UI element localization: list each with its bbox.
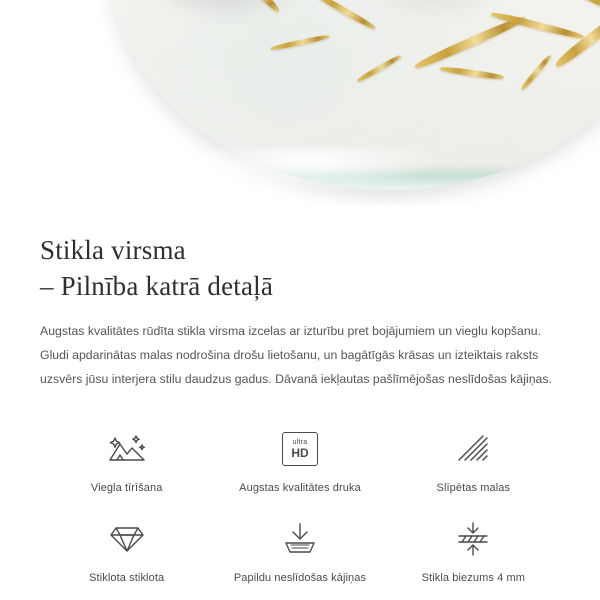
feature-item	[40, 516, 213, 584]
anti-slip-feet-icon	[277, 516, 323, 562]
ultra-hd-badge-top: ultra	[292, 439, 308, 447]
feature-label: Viegla tīrīšana	[90, 482, 163, 495]
gold-vein	[520, 54, 552, 91]
feature-label: Stiklota stiklota	[89, 572, 165, 585]
thickness-arrows-icon	[450, 516, 496, 562]
hero-product-image	[0, 0, 600, 205]
page-title-line-2: – Pilnība katrā detaļā	[40, 270, 274, 301]
feature-label: Augstas kvalitātes druka	[239, 482, 361, 495]
feature-item	[40, 426, 213, 494]
description-paragraph: Augstas kvalitātes rūdīta stikla virsma izcelas ar izturību pret bojājumiem un vieglu kopšanu. Gludi apdarinātas malas nodrošina drošu lietošanu, un bagātīgās krāsas un izteiktais raksts uzsvērs jūsu interjera stilu daudzus gadus. Dāvanā iekļautas pašlīmējošas neslīdošas kājiņas.	[40, 324, 552, 387]
gold-vein	[356, 54, 402, 83]
feature-grid	[40, 426, 560, 584]
feature-label: Papildu neslīdošas kājiņas	[233, 572, 367, 585]
feature-item	[213, 426, 386, 494]
gold-vein	[313, 0, 377, 31]
gold-vein	[413, 14, 526, 71]
gold-vein	[440, 66, 504, 81]
gold-vein	[577, 0, 600, 23]
feature-item	[387, 426, 560, 494]
gold-vein	[270, 34, 330, 51]
marble-ink-blot	[140, 0, 310, 20]
polished-edges-icon	[450, 426, 496, 472]
ultra-hd-badge-bottom: HD	[291, 446, 309, 461]
glass-plate-graphic	[110, 0, 600, 190]
marble-ink-blot	[360, 0, 510, 20]
content-area	[0, 233, 600, 584]
page-title-line-1: Stikla virsma	[40, 235, 186, 265]
feature-item	[213, 516, 386, 584]
gold-vein	[553, 12, 600, 69]
page-title	[40, 233, 560, 304]
feature-label: Slīpētas malas	[436, 482, 511, 495]
gold-ring-detail	[596, 162, 600, 190]
feature-label: Stikla biezums 4 mm	[421, 572, 525, 585]
sparkle-mountain-icon	[104, 426, 150, 472]
feature-item	[387, 516, 560, 584]
ultra-hd-icon	[277, 426, 323, 472]
diamond-icon	[104, 516, 150, 562]
